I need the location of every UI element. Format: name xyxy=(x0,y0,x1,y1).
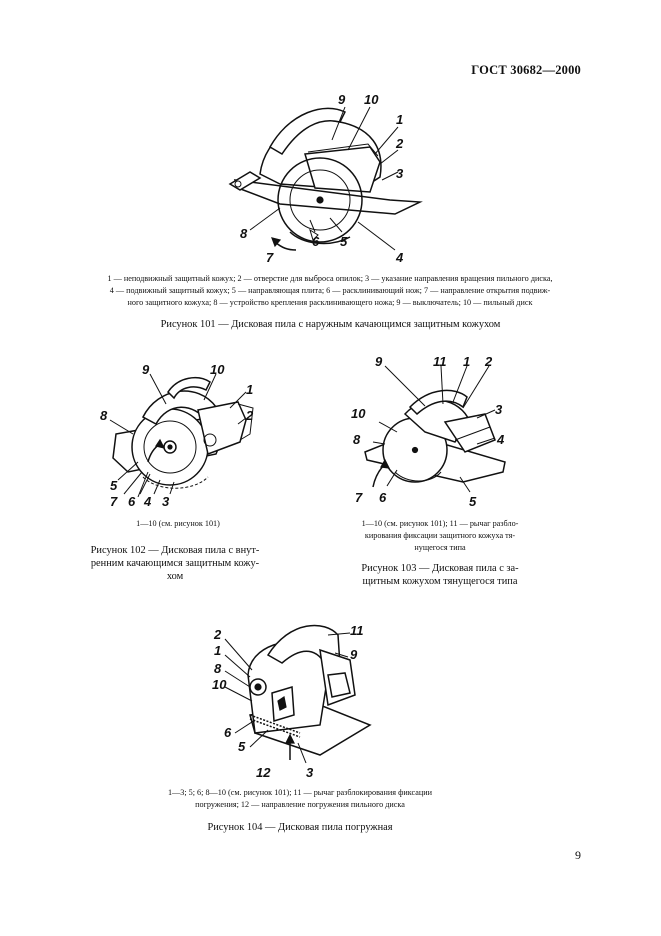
caption-line: ренним качающимся защитным кожу- xyxy=(90,558,260,569)
figure-103-drawing xyxy=(345,352,525,512)
fig101-label-6: 6 xyxy=(312,234,320,249)
fig103-label-11: 11 xyxy=(433,354,447,369)
legend-line: погружения; 12 — направление погружения пильного диска xyxy=(195,800,405,809)
caption-line: щитным кожухом тянущегося типа xyxy=(362,576,518,587)
fig101-label-7: 7 xyxy=(266,250,274,265)
fig104-label-8: 8 xyxy=(214,661,222,676)
fig103-label-6: 6 xyxy=(379,490,387,505)
fig104-label-5: 5 xyxy=(238,739,246,754)
fig101-label-2: 2 xyxy=(396,136,404,151)
fig101-label-8: 8 xyxy=(240,226,248,241)
caption-line: Рисунок 103 — Дисковая пила с за- xyxy=(361,563,519,574)
figure-101-drawing xyxy=(220,92,440,272)
fig102-label-3: 3 xyxy=(162,494,170,509)
figure-104-legend xyxy=(100,787,500,811)
fig101-label-3: 3 xyxy=(396,166,404,181)
fig103-label-7: 7 xyxy=(355,490,363,505)
fig104-label-9: 9 xyxy=(350,647,358,662)
figure-101-caption: Рисунок 101 — Дисковая пила с наружным качающимся защитным кожухом xyxy=(160,319,501,330)
fig101-label-5: 5 xyxy=(340,234,348,249)
standard-header: ГОСТ 30682—2000 xyxy=(471,63,581,77)
caption-line: Рисунок 102 — Дисковая пила с внут- xyxy=(90,545,260,556)
fig103-label-2: 2 xyxy=(485,354,493,369)
fig104-label-2: 2 xyxy=(214,627,222,642)
caption-line: хом xyxy=(166,571,184,582)
figure-102-caption xyxy=(70,544,280,583)
fig102-label-6: 6 xyxy=(128,494,136,509)
fig103-label-1: 1 xyxy=(463,354,471,369)
fig101-label-4: 4 xyxy=(396,250,404,265)
fig104-label-1: 1 xyxy=(214,643,222,658)
fig101-label-10: 10 xyxy=(364,92,379,107)
fig103-label-9: 9 xyxy=(375,354,383,369)
fig103-label-8: 8 xyxy=(353,432,361,447)
page-number: 9 xyxy=(575,848,581,862)
figure-102-drawing xyxy=(98,362,268,517)
legend-line: ного защитного кожуха; 8 — устройство крепления расклинивающего ножа; 9 — выключатель; 10 — пильный диск xyxy=(127,298,533,307)
fig104-label-12: 12 xyxy=(256,765,271,780)
fig104-label-3: 3 xyxy=(306,765,314,780)
figure-102-legend: 1—10 (см. рисунок 101) xyxy=(136,519,220,528)
fig102-label-7: 7 xyxy=(110,494,118,509)
fig101-label-9: 9 xyxy=(338,92,346,107)
fig101-label-1: 1 xyxy=(396,112,404,127)
fig102-label-2: 2 xyxy=(246,408,254,423)
figure-103-legend xyxy=(320,518,560,554)
fig103-label-3: 3 xyxy=(495,402,503,417)
fig102-label-5: 5 xyxy=(110,478,118,493)
fig102-label-10: 10 xyxy=(210,362,225,377)
legend-line: 1 — неподвижный защитный кожух; 2 — отверстие для выброса опилок; 3 — указание направления вращения пильного диска, xyxy=(107,274,553,283)
legend-line: кирования фиксации защитного кожуха тя- xyxy=(364,531,516,540)
fig104-label-10: 10 xyxy=(212,677,227,692)
figure-104-drawing xyxy=(210,615,390,785)
fig103-label-4: 4 xyxy=(497,432,505,447)
legend-line: нущегося типа xyxy=(414,543,466,552)
fig103-label-10: 10 xyxy=(351,406,366,421)
legend-line: 1—10 (см. рисунок 101); 11 — рычаг разбло- xyxy=(361,519,519,528)
figure-103-caption xyxy=(320,562,560,588)
fig103-label-5: 5 xyxy=(469,494,477,509)
fig102-label-1: 1 xyxy=(246,382,254,397)
fig104-label-11: 11 xyxy=(350,623,364,638)
fig104-label-6: 6 xyxy=(224,725,232,740)
fig102-label-9: 9 xyxy=(142,362,150,377)
legend-line: 1—3; 5; 6; 8—10 (см. рисунок 101); 11 — рычаг разблокирования фиксации xyxy=(167,788,433,797)
fig102-label-8: 8 xyxy=(100,408,108,423)
figure-101-legend xyxy=(30,273,630,309)
fig102-label-4: 4 xyxy=(144,494,152,509)
legend-line: 4 — подвижный защитный кожух; 5 — направляющая плита; 6 — расклинивающий нож; 7 — направление открытия подвиж- xyxy=(109,286,551,295)
figure-104-caption: Рисунок 104 — Дисковая пила погружная xyxy=(207,822,393,833)
